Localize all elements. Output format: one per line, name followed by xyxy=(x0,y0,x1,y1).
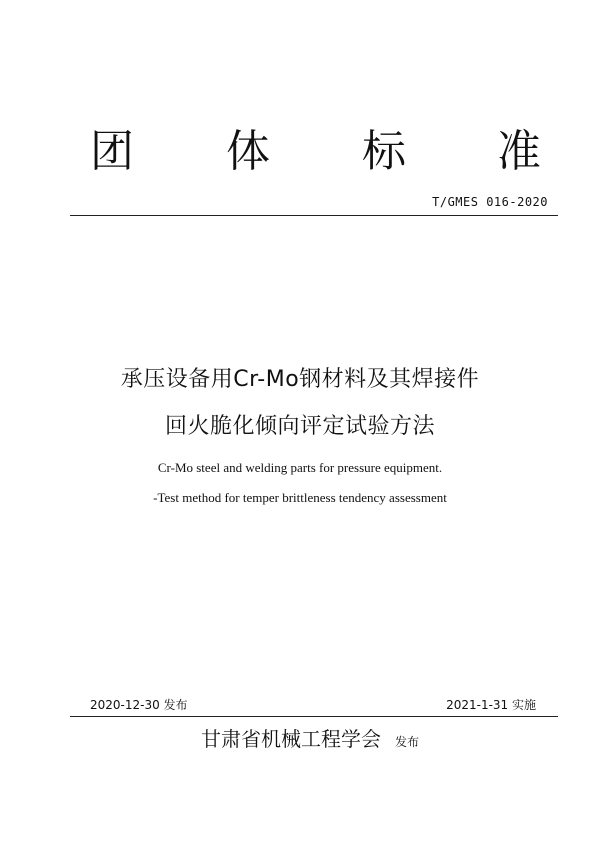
bottom-divider xyxy=(70,716,558,717)
standard-type-char: 团 xyxy=(90,126,134,177)
english-title-line-1: Cr-Mo steel and welding parts for pressure equipment. xyxy=(157,460,443,475)
standard-type-heading xyxy=(0,122,600,182)
chinese-title-line-2: 回火脆化倾向评定试验方法 xyxy=(164,414,435,439)
standard-type-char: 体 xyxy=(226,126,270,177)
standard-type-char: 准 xyxy=(497,126,541,177)
publisher-name: 甘肃省机械工程学会 xyxy=(201,727,381,751)
top-divider xyxy=(70,215,558,216)
english-title-line-2: -Test method for temper brittleness tendency assessment xyxy=(153,490,447,505)
standard-number: T/GMES 016-2020 xyxy=(432,195,548,209)
implementation-date: 2021-1-31 实施 xyxy=(446,698,536,712)
chinese-title-line-1: 承压设备用Cr-Mo钢材料及其焊接件 xyxy=(120,367,480,392)
publisher-line xyxy=(201,724,419,754)
publisher-suffix: 发布 xyxy=(395,735,420,749)
standard-type-char: 标 xyxy=(362,126,406,177)
publish-date: 2020-12-30 发布 xyxy=(90,698,188,712)
